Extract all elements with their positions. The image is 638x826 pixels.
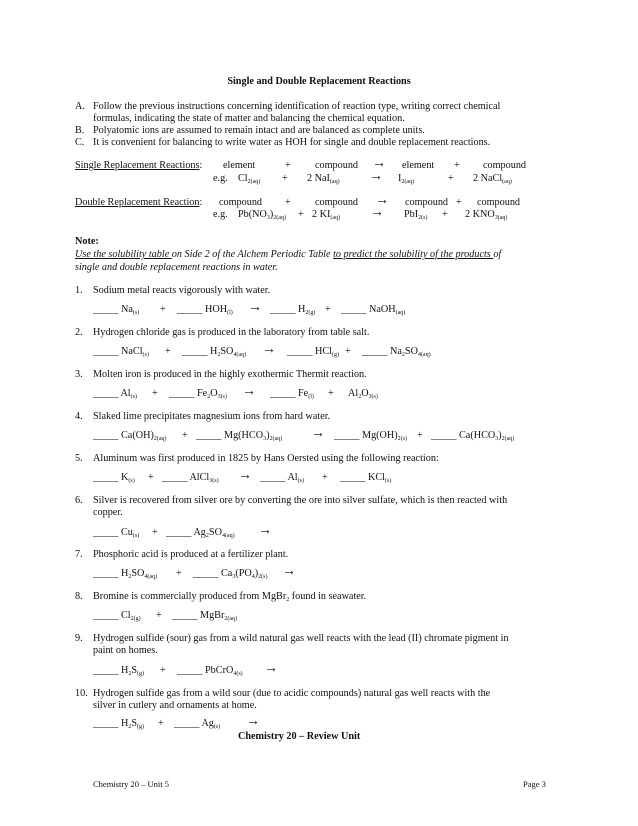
- answer-blank[interactable]: _____: [93, 568, 119, 579]
- plus-sign: +: [325, 304, 331, 315]
- equation-term: _____ $H_{2(g)}$: [270, 304, 316, 316]
- formula: $Cl_{2(aq)}$: [238, 173, 261, 185]
- equation-term: _____ $Mg(HCO_3)_{2(aq)}$: [196, 430, 283, 442]
- arrow-icon: →: [282, 564, 296, 579]
- example-label: e.g.: [213, 209, 228, 220]
- note-text: single and double replacement reactions in water.: [75, 262, 278, 273]
- plus-sign: +: [182, 430, 188, 441]
- equation-term: _____ $Ca_3(PO_4)_{2(s)}$: [193, 568, 268, 580]
- question-text: Slaked lime precipitates magnesium ions from hard water.: [93, 411, 331, 422]
- equation-term: _____ $H_2S_{(g)}$: [93, 665, 145, 677]
- page-title: Single and Double Replacement Reactions: [227, 76, 411, 87]
- question-text: Sodium metal reacts vigorously with water.: [93, 285, 271, 296]
- answer-blank[interactable]: _____: [177, 665, 203, 676]
- question-text: Hydrogen sulfide (sour) gas from a wild natural gas well reacts with the lead (II) chromate pigment in: [93, 633, 509, 644]
- plus-sign: +: [282, 173, 288, 184]
- footer-left: Chemistry 20 – Unit 5: [93, 779, 170, 789]
- equation-term: _____ NaOH$_{(aq)}$: [341, 304, 406, 316]
- note-text: Use the solubility table on Side 2 of the Alchem Periodic Table to predict the solubility of the products of: [75, 249, 502, 260]
- equation-term: _____ $HOH_{(l)}$: [177, 304, 233, 316]
- answer-blank[interactable]: _____: [172, 610, 198, 621]
- plus-sign: +: [148, 472, 154, 483]
- equation-term: _____ $H_2SO_{4(aq)}$: [182, 346, 247, 358]
- question-text: Aluminum was first produced in 1825 by Hans Oersted using the following reaction:: [93, 453, 439, 464]
- arrow-icon: →: [372, 156, 386, 171]
- equation-term: _____ $Ag_{(s)}$: [174, 718, 221, 730]
- plus-sign: +: [456, 197, 462, 208]
- question-text: Hydrogen chloride gas is produced in the laboratory from table salt.: [93, 327, 370, 338]
- answer-blank[interactable]: _____: [93, 718, 119, 729]
- instruction-text: Follow the previous instructions concerning identification of reaction type, writing correct chemical: [93, 101, 501, 112]
- equation-term: _____ AlCl$_{3(s)}$: [162, 472, 219, 484]
- answer-blank[interactable]: _____: [340, 472, 366, 483]
- equation-term: _____ NaCl$_{(s)}$: [93, 346, 149, 358]
- double-replacement-label: Double Replacement Reaction:: [75, 197, 203, 208]
- plus-sign: +: [156, 610, 162, 621]
- term: compound: [405, 197, 449, 208]
- question-number: 10.: [75, 688, 88, 699]
- answer-blank[interactable]: _____: [93, 388, 119, 399]
- answer-blank[interactable]: _____: [270, 304, 296, 315]
- answer-blank[interactable]: _____: [93, 304, 119, 315]
- formula: $I_{2(aq)}$: [398, 173, 415, 185]
- plus-sign: +: [322, 472, 328, 483]
- answer-blank[interactable]: _____: [193, 568, 219, 579]
- plus-sign: +: [328, 388, 334, 399]
- equation-term: _____ $Na_2SO_{4(aq)}$: [362, 346, 431, 358]
- instruction-letter: A.: [75, 101, 85, 112]
- term: compound: [219, 197, 263, 208]
- equation-term: _____ $H_2SO_{4(aq)}$: [93, 568, 158, 580]
- equation-term: _____ $Cl_{2(g)}$: [93, 610, 141, 622]
- single-replacement-label: Single Replacement Reactions:: [75, 160, 203, 171]
- plus-sign: +: [442, 209, 448, 220]
- question-text: copper.: [93, 507, 123, 518]
- answer-blank[interactable]: _____: [341, 304, 367, 315]
- plus-sign: +: [448, 173, 454, 184]
- plus-sign: +: [176, 568, 182, 579]
- arrow-icon: →: [246, 714, 260, 729]
- answer-blank[interactable]: _____: [166, 527, 192, 538]
- answer-blank[interactable]: _____: [177, 304, 203, 315]
- answer-blank[interactable]: _____: [93, 665, 119, 676]
- arrow-icon: →: [238, 468, 252, 483]
- answer-blank[interactable]: _____: [196, 430, 222, 441]
- formula: 2 $KI_{(aq)}$: [312, 209, 341, 221]
- question-text: silver in cutlery and ornaments at home.: [93, 700, 257, 711]
- answer-blank[interactable]: _____: [162, 472, 188, 483]
- answer-blank[interactable]: _____: [287, 346, 313, 357]
- plus-sign: +: [152, 388, 158, 399]
- plus-sign: +: [165, 346, 171, 357]
- answer-blank[interactable]: _____: [93, 527, 119, 538]
- instruction-text: formulas, indicating the state of matter and balancing the chemical equation.: [93, 113, 405, 124]
- term: compound: [483, 160, 527, 171]
- question-number: 5.: [75, 453, 83, 464]
- answer-blank[interactable]: _____: [93, 346, 119, 357]
- equation-term: _____ $K_{(s)}$: [93, 472, 135, 484]
- formula: $Pb(NO_3)_{2(aq)}$: [238, 209, 286, 221]
- question-number: 2.: [75, 327, 83, 338]
- question-text: Hydrogen sulfide gas from a wild sour (due to acidic compounds) natural gas well reacts with the: [93, 688, 491, 699]
- equation-term: _____ PbCrO$_{4(s)}$: [177, 665, 243, 677]
- plus-sign: +: [298, 209, 304, 220]
- answer-blank[interactable]: _____: [174, 718, 200, 729]
- formula: 2 $KNO_{3(aq)}$: [465, 209, 508, 221]
- arrow-icon: →: [248, 300, 262, 315]
- plus-sign: +: [285, 197, 291, 208]
- answer-blank[interactable]: _____: [182, 346, 208, 357]
- answer-blank[interactable]: _____: [93, 430, 119, 441]
- arrow-icon: →: [370, 205, 384, 220]
- question-number: 3.: [75, 369, 83, 380]
- answer-blank[interactable]: _____: [334, 430, 360, 441]
- plus-sign: +: [152, 527, 158, 538]
- plus-sign: +: [417, 430, 423, 441]
- arrow-icon: →: [242, 384, 256, 399]
- term: compound: [315, 160, 359, 171]
- equation-term: _____ $Al_{(s)}$: [260, 472, 304, 484]
- formula: 2 NaI$_{(aq)}$: [307, 173, 340, 185]
- term: compound: [477, 197, 521, 208]
- question-number: 1.: [75, 285, 83, 296]
- question-text: Silver is recovered from silver ore by converting the ore into silver sulfate, which is then reacted with: [93, 495, 508, 506]
- plus-sign: +: [454, 160, 460, 171]
- plus-sign: +: [160, 665, 166, 676]
- arrow-icon: →: [264, 661, 278, 676]
- arrow-icon: →: [258, 523, 272, 538]
- answer-blank[interactable]: _____: [93, 610, 119, 621]
- term: element: [223, 160, 256, 171]
- formula: 2 NaCl$_{(aq)}$: [473, 173, 512, 185]
- plus-sign: +: [345, 346, 351, 357]
- answer-blank[interactable]: _____: [93, 472, 119, 483]
- plus-sign: +: [285, 160, 291, 171]
- question-number: 9.: [75, 633, 83, 644]
- equation-q1: _____ $Na_{(s)}$: [93, 304, 140, 316]
- instruction-text: Polyatomic ions are assumed to remain intact and are balanced as complete units.: [93, 125, 425, 136]
- question-number: 4.: [75, 411, 83, 422]
- equation-term: _____ $Ag_2SO_{4(aq)}$: [166, 527, 235, 539]
- page-number: Page 3: [523, 779, 546, 789]
- question-number: 7.: [75, 549, 83, 560]
- example-label: e.g.: [213, 173, 228, 184]
- question-text: paint on homes.: [93, 645, 158, 656]
- review-unit-label: Chemistry 20 – Review Unit: [238, 731, 361, 742]
- instruction-text: It is convenient for balancing to write water as HOH for single and double replacement reactions.: [93, 137, 491, 148]
- question-number: 6.: [75, 495, 83, 506]
- answer-blank[interactable]: _____: [270, 388, 296, 399]
- answer-blank[interactable]: _____: [260, 472, 286, 483]
- term: element: [402, 160, 435, 171]
- formula: PbI$_{2(s)}$: [404, 209, 428, 221]
- equation-term: _____ $Ca(HCO_3)_{2(aq)}$: [431, 430, 515, 442]
- arrow-icon: →: [311, 426, 325, 441]
- question-text: Phosphoric acid is produced at a fertilizer plant.: [93, 549, 289, 560]
- instruction-letter: C.: [75, 137, 85, 148]
- instruction-letter: B.: [75, 125, 85, 136]
- equation-term: _____ $Mg(OH)_{2(s)}$: [334, 430, 408, 442]
- question-text: Bromine is commercially produced from MgBr$_2$ found in seawater.: [93, 591, 367, 603]
- equation-term: _____ HCl$_{(g)}$: [287, 346, 339, 358]
- answer-blank[interactable]: _____: [169, 388, 195, 399]
- plus-sign: +: [158, 718, 164, 729]
- equation-term: _____ $Al_{(s)}$: [93, 388, 137, 400]
- answer-blank[interactable]: _____: [431, 430, 457, 441]
- equation-term: $Al_2O_{3(s)}$: [348, 388, 378, 400]
- answer-blank[interactable]: _____: [362, 346, 388, 357]
- arrow-icon: →: [375, 193, 389, 208]
- question-text: Molten iron is produced in the highly exothermic Thermit reaction.: [93, 369, 367, 380]
- equation-term: _____ MgBr$_{2(aq)}$: [172, 610, 238, 622]
- term: compound: [315, 197, 359, 208]
- question-number: 8.: [75, 591, 83, 602]
- equation-term: _____ $Ca(OH)_{2(aq)}$: [93, 430, 167, 442]
- equation-term: _____ $Fe_{(l)}$: [270, 388, 314, 400]
- plus-sign: +: [160, 304, 166, 315]
- arrow-icon: →: [262, 342, 276, 357]
- equation-term: _____ $Fe_2O_{3(s)}$: [169, 388, 227, 400]
- equation-term: _____ $Cu_{(s)}$: [93, 527, 140, 539]
- equation-term: _____ KCl$_{(s)}$: [340, 472, 392, 484]
- note-heading: Note:: [75, 236, 99, 247]
- arrow-icon: →: [369, 169, 383, 184]
- equation-term: _____ $H_2S_{(g)}$: [93, 718, 145, 730]
